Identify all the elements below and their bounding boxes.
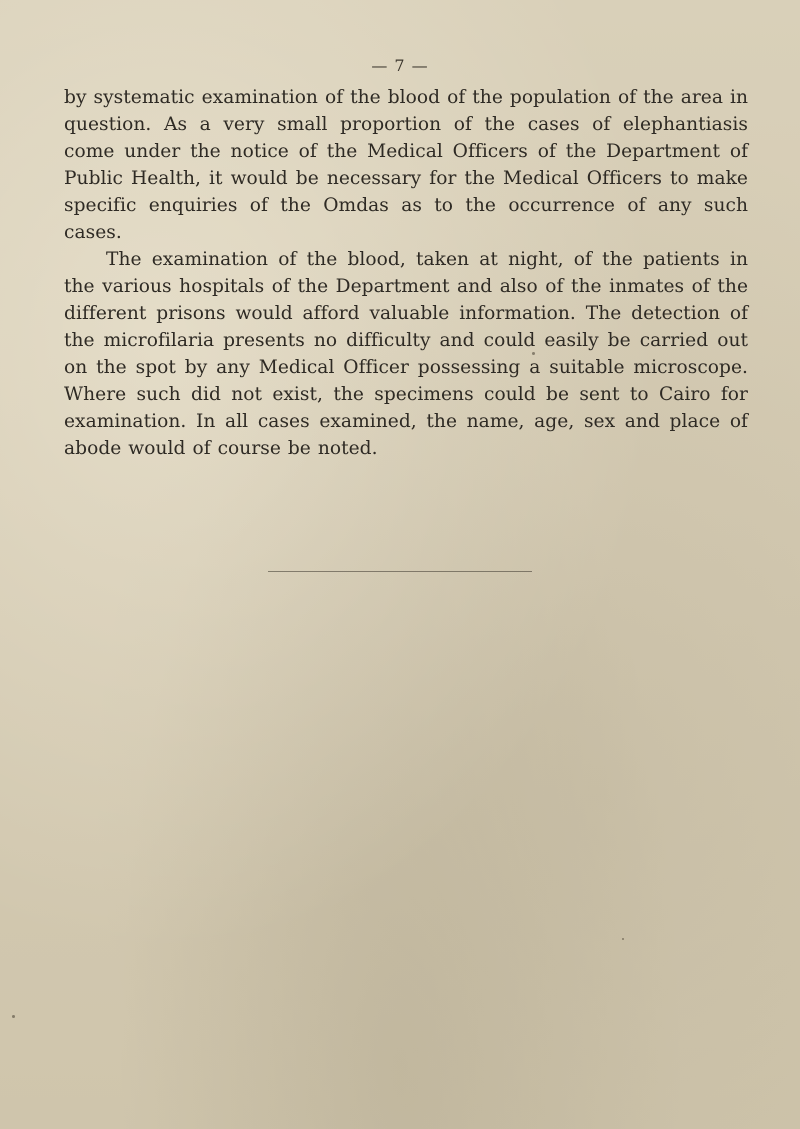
paragraph-1: by systematic examination of the blood of the population of the area in question. As a very small proportion of the cases of elephantiasis come under the notice of the Medical Officers of the Department of Public Health, it would be necessary for the Medical Officers to make specific enquiries of the Omdas as to the occurrence of any such cases. <box>64 87 748 243</box>
section-divider <box>268 571 532 572</box>
paper-speck <box>12 1015 15 1018</box>
paper-speck <box>622 938 624 940</box>
paper-speck <box>532 352 535 355</box>
paragraph-2: The examination of the blood, taken at night, of the patients in the various hospitals of the Department and also of the inmates of the different prisons would afford valuable information. The detection of the microfilaria presents no difficulty and could easily be carried out on the spot by any Medical Officer possessing a suitable microscope. Where such did not exist, the specimens could be sent to Cairo for examination. In all cases examined, the name, age, sex and place of abode would of course be noted. <box>64 249 748 459</box>
body-text <box>64 84 748 462</box>
page-number: — 7 — <box>371 56 429 75</box>
